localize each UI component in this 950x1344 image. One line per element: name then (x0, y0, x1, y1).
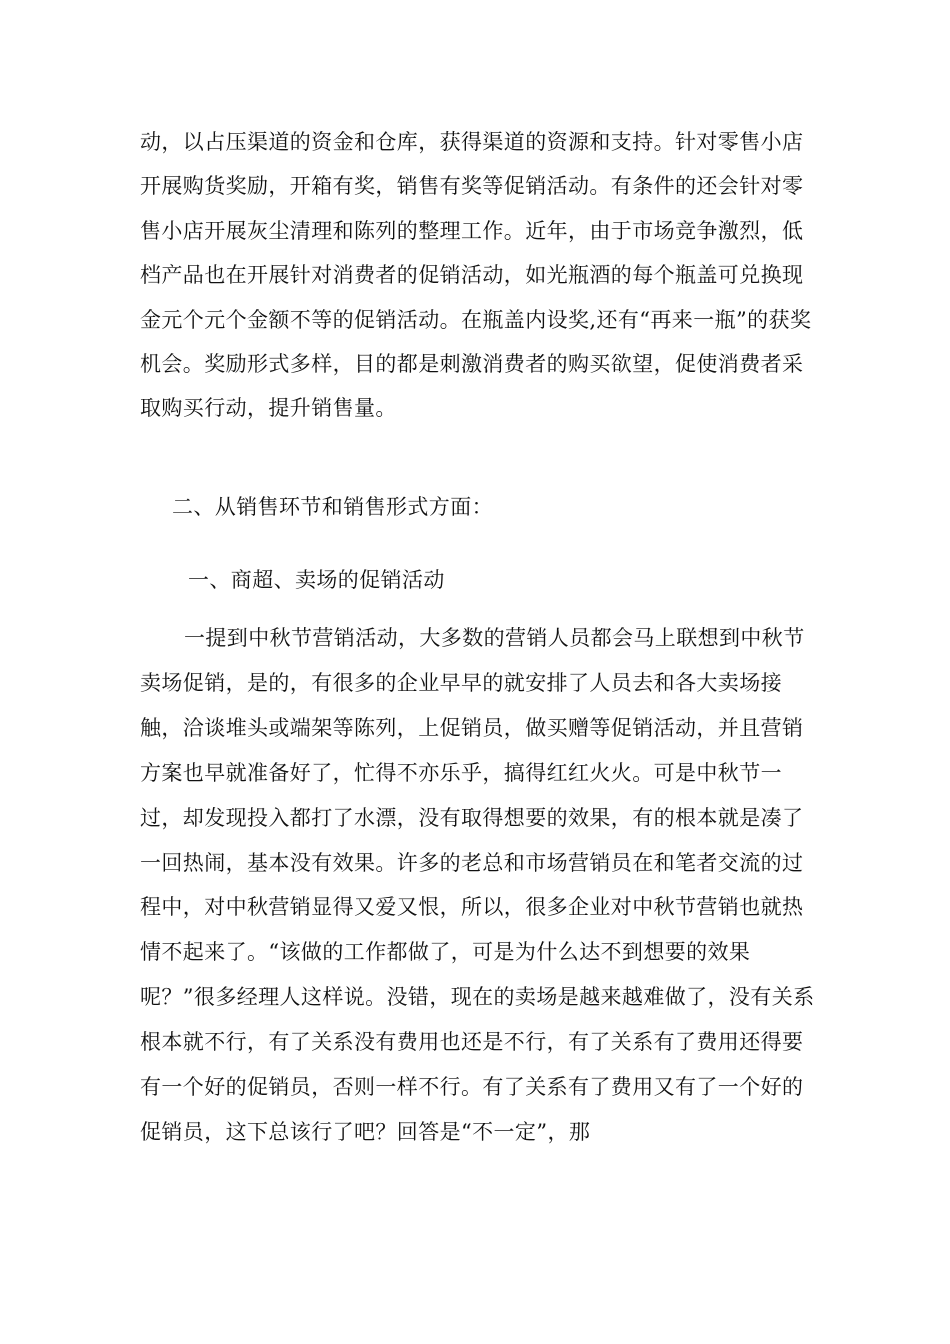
subsection-heading: 一、商超、卖场的促销活动 (188, 568, 445, 592)
body-paragraph-continued: 动，以占压渠道的资金和仓库，获得渠道的资源和支持。针对零售小店开展购货奖励，开箱有奖，销售有奖等促销活动。有条件的还会针对零售小店开展灰尘清理和陈列的整理工作。近年，由于市场竞争激烈，低档产品也在开展针对消费者的促销活动，如光瓶酒的每个瓶盖可兑换现金元个元个金额不等的促销活动。在瓶盖内设奖,还有“再来一瓶”的获奖机会。奖励形式多样，目的都是刺激消费者的购买欲望，促使消费者采取购买行动，提升销售量。 (140, 130, 812, 421)
body-paragraph: 一提到中秋节营销活动，大多数的营销人员都会马上联想到中秋节卖场促销，是的，有很多的企业早早的就安排了人员去和各大卖场接触，洽谈堆头或端架等陈列，上促销员，做买赠等促销活动，并且营销方案也早就准备好了，忙得不亦乐乎，搞得红红火火。可是中秋节一过，却发现投入都打了水漂，没有取得想要的效果，有的根本就是凑了一回热闹，基本没有效果。许多的老总和市场营销员在和笔者交流的过程中，对中秋营销显得又爱又恨，所以，很多企业对中秋节营销也就热情不起来了。“该做的工作都做了，可是为什么达不到想要的效果呢？”很多经理人这样说。没错，现在的卖场是越来越难做了，没有关系根本就不行，有了关系没有费用也还是不行，有了关系有了费用还得要有一个好的促销员，否则一样不行。有了关系有了费用又有了一个好的促销员，这下总该行了吧？回答是“不一定”，那 (140, 626, 815, 1144)
section-heading: 二、从销售环节和销售形式方面： (172, 495, 493, 519)
